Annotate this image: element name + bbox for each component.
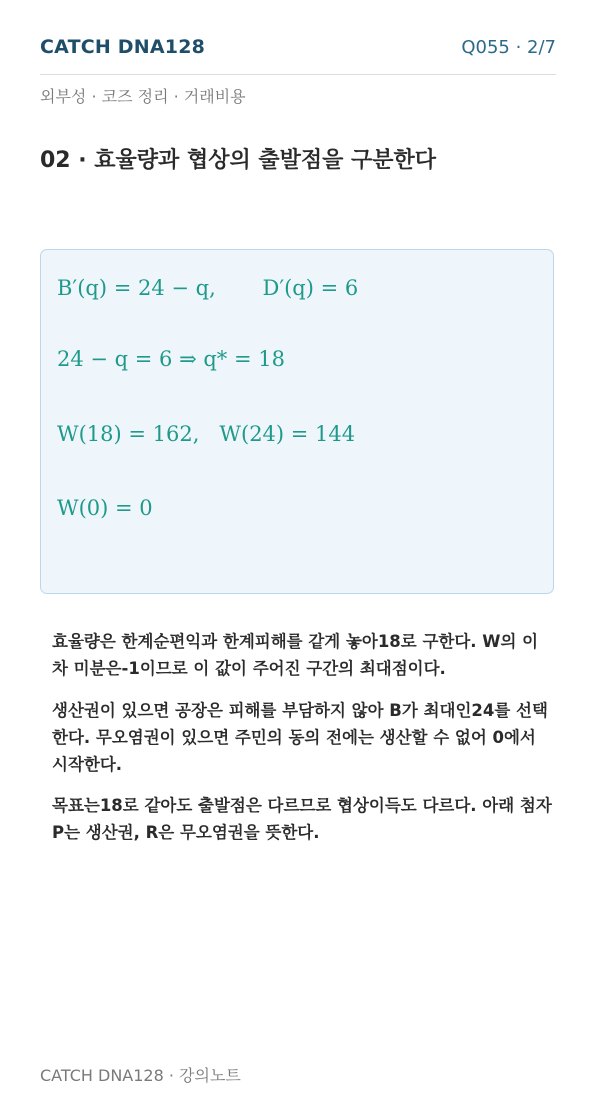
question-counter: Q055 · 2/7 — [461, 37, 556, 58]
footer: CATCH DNA128 · 강의노트 — [40, 1066, 241, 1085]
math-line-1: B′(q) = 24 − q, D′(q) = 6 — [57, 276, 359, 300]
topic-subtitle: 외부성 · 코즈 정리 · 거래비용 — [40, 87, 246, 106]
math-line-3: W(18) = 162, W(24) = 144 — [57, 422, 356, 446]
header — [40, 36, 556, 75]
paragraph-3: 목표는18로 같아도 출발점은 다르므로 협상이득도 다르다. 아래 첨자 P는 생산권, R은 무오염권을 뜻한다. — [52, 796, 552, 842]
paragraph-1: 효율량은 한계순편익과 한계피해를 같게 놓아18로 구한다. W의 이차 미분은-1이므로 이 값이 주어진 구간의 최대점이다. — [52, 632, 539, 678]
math-box — [40, 249, 554, 594]
section-title: 02 · 효율량과 협상의 출발점을 구분한다 — [40, 148, 437, 173]
brand-title: CATCH DNA128 — [40, 36, 206, 58]
math-line-2: 24 − q = 6 ⇒ q* = 18 — [57, 347, 285, 371]
math-line-4: W(0) = 0 — [57, 496, 153, 520]
paragraph-2: 생산권이 있으면 공장은 피해를 부담하지 않아 B가 최대인24를 선택한다. 무오염권이 있으면 주민의 동의 전에는 생산할 수 없어 0에서 시작한다. — [52, 701, 548, 774]
